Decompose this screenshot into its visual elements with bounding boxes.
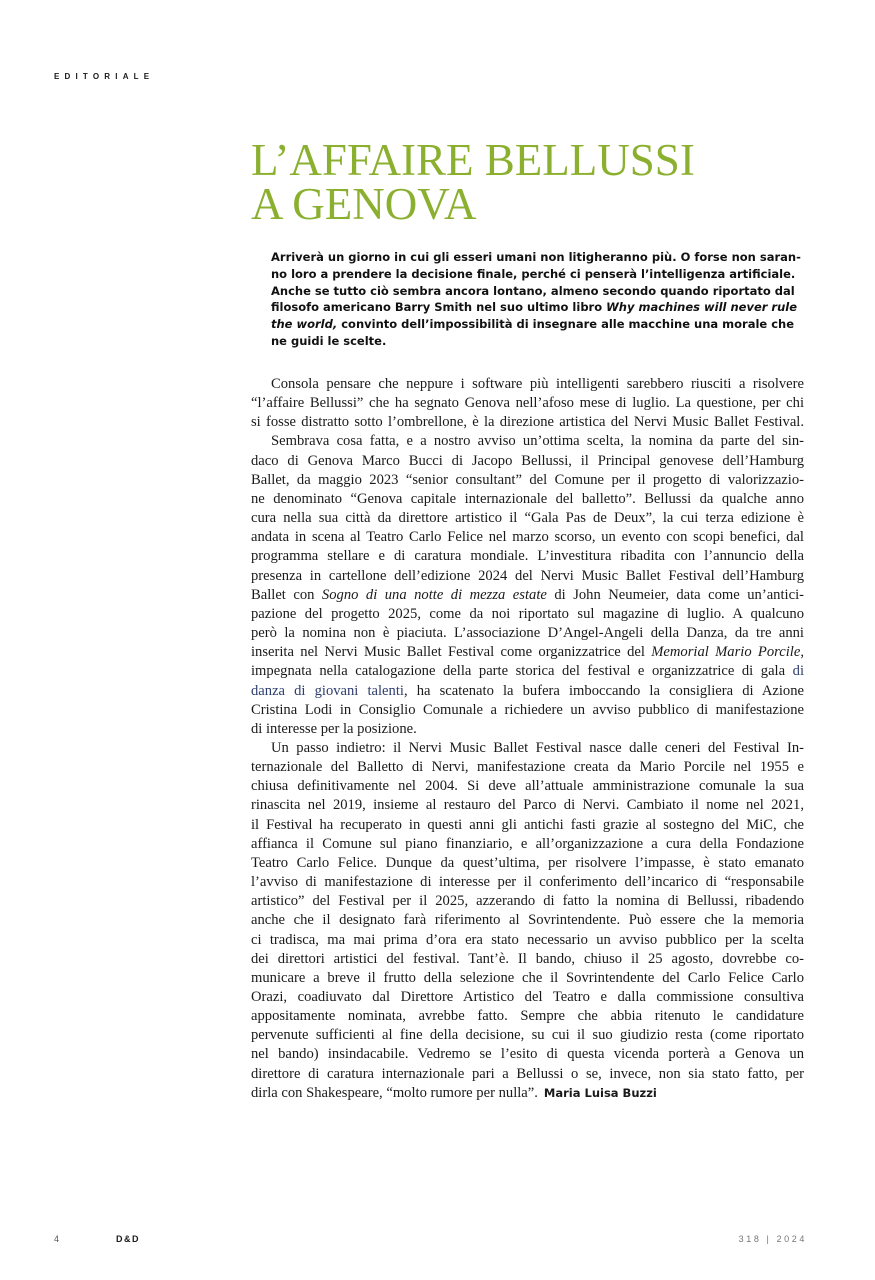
body-line: però la nomina non è piaciuta. L’associazione D’Angel-Angeli della Danza, da tre anni xyxy=(251,625,804,642)
body-text: dirla con Shakespeare, “molto rumore per nulla”. xyxy=(251,1084,538,1101)
body-line: daco di Genova Marco Bucci di Jacopo Bellussi, il Principal genovese dell’Hamburg xyxy=(251,452,804,469)
body-line: presenza in cartellone dell’edizione 2024 del Nervi Music Ballet Festival dell’Hamburg xyxy=(251,567,804,584)
body-link[interactable]: danza di giovani talenti xyxy=(251,682,404,699)
body-line: chiusa definitivamente nel 2004. Si deve all’attuale amministrazione comunale la sua xyxy=(251,778,804,795)
body-link[interactable]: di xyxy=(792,663,804,680)
body-line: Consola pensare che neppure i software più intelligenti sarebbero riusciti a risolvere xyxy=(271,376,804,392)
body-line: municare a breve il frutto della selezione che il Sovrintendente del Carlo Felice Carlo xyxy=(251,969,804,986)
body-text: , xyxy=(800,644,804,661)
body-line: cura nella sua città da direttore artistico il “Gala Pas de Deux”, la cui terza edizione è xyxy=(251,510,804,527)
issue-info: 318 | 2024 xyxy=(738,1234,807,1244)
lede-line xyxy=(271,316,806,333)
body-text: inserita nel Nervi Music Ballet Festival come organizzatrice del xyxy=(251,644,652,661)
body-line: anche che il designato farà riferimento al Sovrintendente. Può essere che la memoria xyxy=(251,912,804,929)
lede-text: convinto dell’impossibilità di insegnare alle macchine una morale che xyxy=(337,317,795,332)
body-text: , ha scatenato la bufera imboccando la consigliera di Azione xyxy=(403,682,804,699)
body-line xyxy=(251,643,804,662)
body-line: Orazi, coadiuvato dal Direttore Artistico del Teatro e dalla commissione consultiva xyxy=(251,989,804,1005)
magazine-name: D&D xyxy=(116,1234,140,1244)
body-line xyxy=(251,1084,804,1103)
body-text: di John Neumeier, data come un’antici- xyxy=(546,586,804,603)
lede-line: no loro a prendere la decisione finale, perché ci penserà l’intelligenza artificiale. xyxy=(271,266,796,281)
body-line: di interesse per la posizione. xyxy=(251,720,417,737)
body-line: ne denominato “Genova capitale internazionale del balletto”. Bellussi da qualche anno xyxy=(251,490,804,507)
body-line xyxy=(251,662,804,681)
body-line: pazione del progetto 2025, come da noi riportato sul magazine di luglio. A qualcuno xyxy=(251,605,804,622)
body-line xyxy=(251,682,804,701)
body-line: andata in scena al Teatro Carlo Felice nel marzo scorso, un evento con scopi benefici, dal xyxy=(251,529,804,546)
author-signature: Maria Luisa Buzzi xyxy=(543,1085,657,1100)
body-line: Ballet, da maggio 2023 “senior consultant” del Comune per il progetto di valorizzazio- xyxy=(251,471,804,488)
article-lede xyxy=(271,249,806,350)
body-line: ci tradisca, ma mai prima d’ora era stato necessario un avviso pubblico per la scelta xyxy=(251,931,804,948)
body-text: impegnata nella catalogazione della parte storica del festival e organizzatrice di gala xyxy=(251,663,793,680)
body-line: Cristina Lodi in Consiglio Comunale a richiedere un avviso pubblico di manifestazione xyxy=(251,701,804,718)
body-line: direttore di caratura internazionale pari a Bellussi o se, invece, non sia stato fatto, per xyxy=(251,1065,804,1082)
body-line: “l’affaire Bellussi” che ha segnato Genova nell’afoso mese di luglio. La questione, per chi xyxy=(251,395,804,412)
page-number: 4 xyxy=(54,1234,60,1244)
title-line: L’AFFAIRE BELLUSSI xyxy=(251,135,695,185)
body-line: programma stellare e di caratura mondiale. L’investitura ribadita con l’annuncio della xyxy=(251,548,804,565)
lede-line xyxy=(271,299,806,316)
section-label: EDITORIALE xyxy=(54,72,155,81)
body-line: artistico” del Festival per il 2025, azzerando di fatto la nomina di Bellussi, ribadendo xyxy=(251,893,804,910)
event-title: Memorial Mario Porcile xyxy=(651,644,801,661)
book-title: Why machines will never rule xyxy=(606,300,798,315)
body-line: si fosse distratto sotto l’ombrellone, è la direzione artistica del Nervi Music Ballet Festival. xyxy=(251,414,804,431)
body-line: nel bando) insindacabile. Vedremo se l’esito di questa vicenda porterà a Genova un xyxy=(251,1046,804,1063)
body-line: ternazionale del Balletto di Nervi, manifestazione creata da Mario Porcile nel 1955 e xyxy=(251,759,804,776)
body-line: l’avviso di manifestazione di interesse per il conferimento dell’incarico di “responsabile xyxy=(251,874,804,891)
body-line: il Festival ha recuperato in questi anni gli antichi fasti grazie al sostegno del MiC, che xyxy=(251,816,804,833)
body-line: pervenute sufficienti al fine della decisione, su cui il suo giudizio resta (come riportato xyxy=(251,1027,804,1044)
body-line: Un passo indietro: il Nervi Music Ballet Festival nasce dalle ceneri del Festival In- xyxy=(271,739,804,756)
body-line: affianca il Comune sul piano finanziario, e all’organizzazione a cura della Fondazione xyxy=(251,835,804,852)
body-line: dei direttori artistici del festival. Tant’è. Il bando, chiuso il 25 agosto, dovrebbe co- xyxy=(251,950,804,967)
lede-text: filosofo americano Barry Smith nel suo ultimo libro xyxy=(271,300,607,315)
work-title: Sogno di una notte di mezza estate xyxy=(321,586,547,603)
lede-line: Anche se tutto ciò sembra ancora lontano, almeno secondo quando riportato dal xyxy=(271,283,795,298)
body-line: rinascita nel 2019, insieme al restauro del Parco di Nervi. Cambiato il nome nel 2021, xyxy=(251,797,804,814)
title-line: A GENOVA xyxy=(251,179,477,229)
body-line: Sembrava cosa fatta, e a nostro avviso un’ottima scelta, la nomina da parte del sin- xyxy=(271,433,804,450)
article-title xyxy=(251,135,811,229)
body-line: Teatro Carlo Felice. Dunque da quest’ultima, per risolvere l’impasse, è stato emanato xyxy=(251,854,804,871)
article-body xyxy=(251,375,804,1103)
body-line: appositamente nominata, avrebbe fatto. Sempre che abbia ritenuto le candidature xyxy=(251,1008,804,1025)
lede-line: Arriverà un giorno in cui gli esseri umani non litigheranno più. O forse non saran- xyxy=(271,250,801,264)
body-line xyxy=(251,586,804,605)
book-title: the world, xyxy=(271,317,338,332)
lede-line: ne guidi le scelte. xyxy=(271,333,387,348)
body-text: Ballet con xyxy=(251,586,322,603)
